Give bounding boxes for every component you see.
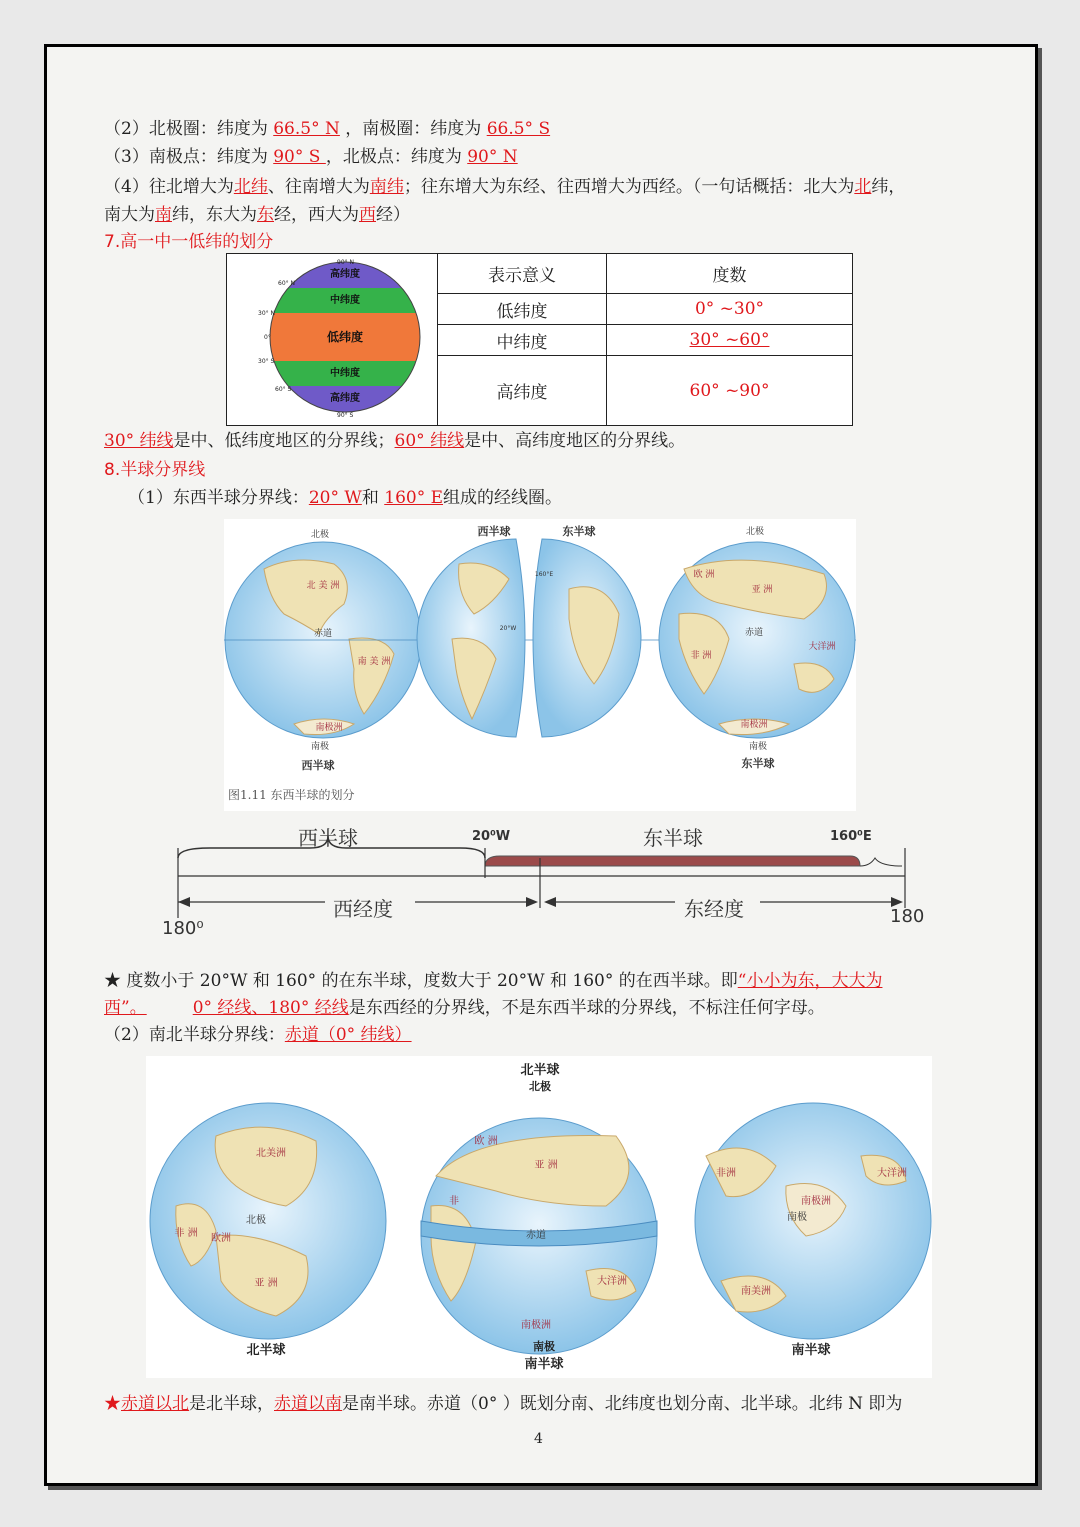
mid-20w-label: 20°W [499,625,517,632]
text: 、往南增大为 [267,177,370,197]
east-antarctica-label: 南极洲 [740,720,768,730]
scale-east-label: 东半球 [643,826,703,850]
answer: 赤道以南 [274,1394,342,1414]
scale-west-label: 西半球 [298,826,358,850]
line-north-south-boundary [104,1022,412,1048]
middle-hemisphere-label: 南半球 [524,1357,564,1372]
figure-caption: 图1.11 东西半球的划分 [228,788,355,802]
text: ，南极圈：纬度为 [339,119,487,139]
s-antarctica-label: 南极洲 [801,1196,831,1207]
west-equator-label: 赤道 [313,629,333,639]
north-south-hemisphere-figure [146,1056,932,1378]
answer: 西 [359,205,376,225]
west-north-pole-label: 北极 [310,530,330,540]
east-north-pole-label: 北极 [745,527,765,537]
row-degree: 0° ~30° [607,294,853,325]
text: （1）东西半球分界线： [128,488,309,508]
answer: 160° E [384,488,444,508]
text: ★ 度数小于 20°W 和 160° 的在东半球，度数大于 20°W 和 160° 的在西半球。即 [104,971,738,991]
text: 纬， [871,177,906,197]
n-af-label: 非 洲 [174,1228,198,1239]
m-eu-label: 欧 洲 [474,1136,498,1147]
m-oceania-label: 大洋洲 [597,1276,627,1287]
scale-right-180: 180 [890,906,925,927]
answer: 90° S [273,147,326,167]
line-star-rule [104,968,882,994]
lat-label: 30° S [257,357,274,365]
star-icon: ★ [104,1394,121,1414]
line-equator-rule [104,1391,902,1417]
row-name: 低纬度 [438,294,607,325]
text: ，北极点：纬度为 [325,147,468,167]
scale-east-longitude: 东经度 [684,897,744,921]
answer: 0° 经线、180° 经线 [192,998,349,1018]
lat-label: 90° N [336,258,354,266]
answer: 西”。 [104,998,147,1018]
answer: 60° 纬线 [394,431,465,451]
page-number: 4 [534,1431,543,1447]
scale-160e-label: 160⁰E [830,829,872,844]
east-eu-label: 欧 洲 [693,570,715,580]
n-eu-label: 欧洲 [211,1233,231,1244]
row-name: 中纬度 [438,325,607,356]
line-increase-rule-2 [104,202,410,228]
section-7-heading: 7.高一中一低纬的划分 [104,232,274,252]
latitude-diagram-cell [227,254,438,426]
hemisphere-globes [224,519,856,811]
mid-east-label: 东半球 [562,525,596,538]
text: 经） [376,205,410,225]
text: 是南半球。赤道（0° ）既划分南、北纬度也划分南、北半球。北纬 N 即为 [342,1394,903,1414]
answer: 北纬 [233,177,268,197]
north-hemisphere-label: 北半球 [246,1343,286,1358]
text: 是中、低纬度地区的分界线； [173,431,395,451]
s-south-pole-label: 南极 [787,1212,807,1223]
answer: 东 [257,205,274,225]
row-degree-cell [607,325,853,356]
m-south-pole-label: 南极 [533,1340,555,1353]
mid-west-label: 西半球 [477,525,511,538]
band-label: 高纬度 [329,268,360,280]
top-north-pole-label: 北极 [529,1080,551,1093]
scale-west-longitude: 西经度 [333,897,393,921]
lat-label: 60° S [274,385,291,393]
row-degree: 30° ~60° [689,330,770,350]
east-as-label: 亚 洲 [751,585,773,595]
lat-label: 60° N [277,279,295,287]
text: 是中、高纬度地区的分界线。 [464,431,686,451]
text: 和 [361,488,385,508]
scale-20w-label: 20⁰W [472,829,511,844]
m-as-label: 亚 洲 [534,1160,558,1171]
east-equator-label: 赤道 [744,628,764,638]
text: 经，西大为 [274,205,359,225]
east-west-hemisphere-figure [224,519,856,811]
latitude-table [226,253,853,426]
answer: 30° 纬线 [104,431,174,451]
west-na-label: 北 美 洲 [306,581,340,591]
east-hemisphere-bar [485,856,860,866]
line-east-west-boundary [128,485,562,511]
top-north-hemisphere-label: 北半球 [520,1063,560,1078]
answer: 20° W [308,488,362,508]
east-oceania-label: 大洋洲 [808,642,836,652]
east-hemisphere-label: 东半球 [741,757,775,770]
table-header: 度数 [607,254,853,294]
line-latitude-boundaries [104,428,685,454]
text: （4）往北增大为 [104,177,234,197]
answer: 66.5° N [273,119,340,139]
m-af-label: 非 [449,1196,459,1207]
row-name: 高纬度 [438,356,607,426]
answer: 南纬 [369,177,404,197]
longitude-scale-diagram [160,818,930,948]
answer: 赤道以北 [121,1394,189,1414]
lat-label: 90° S [336,411,353,419]
m-equator-label: 赤道 [526,1230,546,1241]
east-south-pole-label: 南极 [748,742,768,752]
s-af-label: 非洲 [716,1168,736,1179]
band-label: 低纬度 [326,329,363,344]
text: （2）南北半球分界线： [104,1025,285,1045]
s-oceania-label: 大洋洲 [877,1168,907,1179]
answer: 90° N [467,147,518,167]
south-hemisphere-label: 南半球 [791,1343,831,1358]
band-label: 高纬度 [329,392,360,404]
n-as-label: 亚 洲 [254,1278,278,1289]
text: 组成的经线圈。 [443,488,563,508]
row-degree: 60° ~90° [607,356,853,426]
answer: 南 [155,205,172,225]
line-star-rule-2 [104,995,825,1021]
west-antarctica-label: 南极洲 [315,723,343,733]
text: 是北半球， [189,1394,274,1414]
lat-label: 30° N [257,309,275,317]
scale-left-180: 180⁰ [162,918,204,939]
answer: 赤道（0° 纬线） [284,1025,412,1045]
m-antarctica-label: 南极洲 [521,1320,551,1331]
band-label: 中纬度 [329,367,360,379]
text: （2）北极圈：纬度为 [104,119,274,139]
west-hemisphere-label: 西半球 [301,759,335,772]
section-8-heading: 8.半球分界线 [104,460,206,480]
line-increase-rule [104,174,905,200]
line-poles [104,144,518,170]
mid-160e-label: 160°E [534,571,554,578]
east-af-label: 非 洲 [690,651,712,661]
answer: 北 [854,177,872,197]
table-header: 表示意义 [438,254,607,294]
text: 南大为 [104,205,155,225]
line-polar-circle [104,116,550,142]
s-sa-label: 南美洲 [741,1286,771,1297]
west-sa-label: 南 美 洲 [357,657,391,667]
n-na-label: 北美洲 [256,1148,286,1159]
band-label: 中纬度 [329,294,360,306]
latitude-globe-diagram [230,255,435,420]
text: 纬，东大为 [172,205,257,225]
ns-globes [146,1056,932,1378]
answer: “小小为东，大大为 [737,971,883,991]
text: （3）南极点：纬度为 [104,147,274,167]
n-north-pole-label: 北极 [246,1215,266,1226]
east-brace-end [860,858,902,866]
west-south-pole-label: 南极 [310,742,330,752]
answer: 66.5° S [486,119,551,139]
text: 是东西经的分界线，不是东西半球的分界线，不标注任何字母。 [348,998,825,1018]
lat-label: 0° [263,333,271,341]
text: ；往东增大为东经、往西增大为西经。（一句话概括：北大为 [403,177,855,197]
